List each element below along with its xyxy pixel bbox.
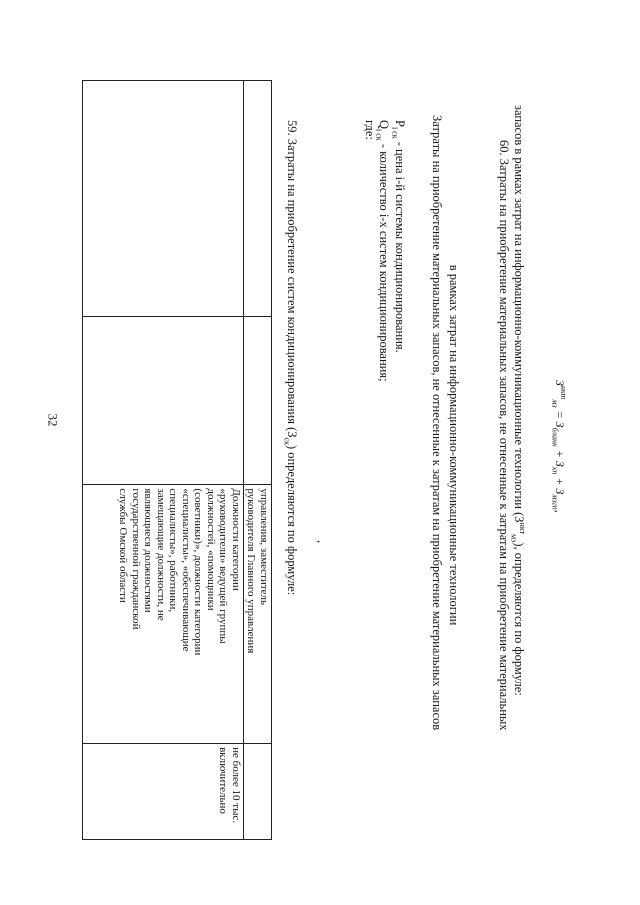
section-heading-line1: Затраты на приобретение материальных запасов, не отнесенные к затратам на приобретение материальных запасов — [430, 115, 444, 731]
position-table — [82, 80, 272, 840]
cell-line: государственной гражданской — [130, 488, 142, 630]
table-cell-position — [83, 485, 244, 744]
table-cell — [244, 744, 272, 840]
cell-line: руководителя Главного управления — [245, 488, 258, 654]
item-60-line2: запасов в рамках затрат на информационно-коммуникационные технологии $(З^{нкт}_{мз})$, определяются по формуле: — [509, 105, 527, 696]
p-definition: $P_{i ск}$ - цена i-й системы кондиционирования. — [390, 120, 407, 353]
cell-line: «руководители» ведущей группы — [217, 488, 230, 644]
table-cell-limit — [83, 744, 244, 840]
item-59: 59. Затраты на приобретение систем кондиционирования $(З_{ск})$ определяются по формуле: — [282, 120, 299, 596]
cell-line: являющиеся должностями — [142, 488, 155, 613]
cell-line: «специалисты», «обеспечивающие — [180, 488, 192, 652]
item-60-line1: 60. Затраты на приобретение материальных запасов, не отнесенные к затратам на приобретение материальных — [497, 140, 511, 731]
table-cell — [244, 81, 272, 317]
cell-line: не более 10 тыс. — [230, 747, 242, 824]
table-row — [83, 81, 244, 840]
table-cell-position — [244, 485, 272, 744]
cell-line: включительно — [217, 747, 230, 814]
cell-line: (советники)», должности категории — [192, 488, 205, 656]
table-cell — [83, 316, 244, 485]
page-number: 32 — [45, 413, 61, 427]
formula-comma: , — [315, 540, 329, 544]
table-cell — [244, 316, 272, 485]
cell-line: должностей, «помощники — [205, 488, 217, 611]
formula: $З^{нкт}_{мз} = З_{бланк} + З_{хп} + З_{мзгп}$, — [550, 380, 568, 513]
cell-line: управления, заместитель — [258, 488, 270, 606]
section-heading-line2: в рамках затрат на информационно-коммуникационные технологии — [447, 264, 461, 626]
table-cell — [83, 81, 244, 317]
q-definition: $Q_{i ск}$ - количество i-х систем кондиционирования; — [374, 120, 391, 382]
cell-line: специалисты», работники, — [167, 488, 180, 613]
cell-line: службы Омской области — [117, 488, 130, 603]
cell-line: замещающие должности, не — [155, 488, 167, 621]
cell-line: Должности категории — [230, 488, 242, 591]
table-row — [244, 81, 272, 840]
where-label: где: — [363, 120, 377, 140]
